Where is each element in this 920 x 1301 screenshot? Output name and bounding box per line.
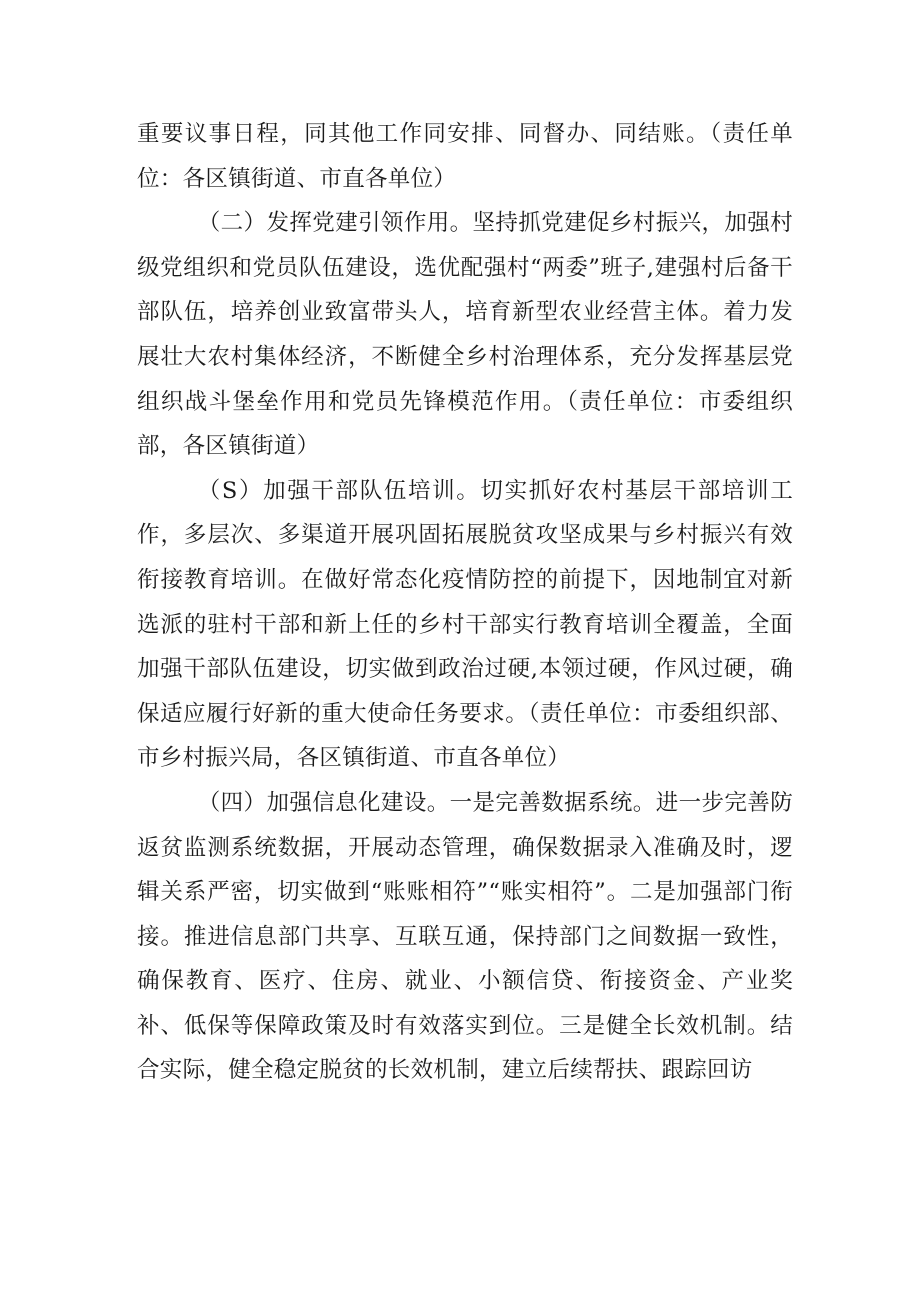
paragraph-continuation: 重要议事日程，同其他工作同安排、同督办、同结账。（责任单位：各区镇街道、市直各单位） [137, 121, 793, 192]
document-body [137, 112, 793, 1093]
paragraph-section-4: （四）加强信息化建设。一是完善数据系统。进一步完善防返贫监测系统数据，开展动态管理，确保数据录入准确及时，逻辑关系严密，切实做到“账账相符”“账实相符”。二是加强部门衔接。推进信息部门共享、互联互通，保持部门之间数据一致性，确保教育、医疗、住房、就业、小额信贷、衔接资金、产业奖补、低保等保障政策及时有效落实到位。三是健全长效机制。结合实际，健全稳定脱贫的长效机制，建立后续帮扶、跟踪回访 [137, 789, 793, 1084]
paragraph-section-2: （二）发挥党建引领作用。坚持抓党建促乡村振兴，加强村级党组织和党员队伍建设，选优配强村“两委”班子,建强村后备干部队伍，培养创业致富带头人，培育新型农业经营主体。着力发展壮大农村集体经济，不断健全乡村治理体系，充分发挥基层党组织战斗堡垒作用和党员先锋模范作用。（责任单位：市委组织部，各区镇街道） [137, 210, 793, 460]
paragraph-section-3: （S）加强干部队伍培训。切实抓好农村基层干部培训工作，多层次、多渠道开展巩固拓展脱贫攻坚成果与乡村振兴有效衔接教育培训。在做好常态化疫情防控的前提下，因地制宜对新选派的驻村干部和新上任的乡村干部实行教育培训全覆盖，全面加强干部队伍建设，切实做到政治过硬,本领过硬，作风过硬，确保适应履行好新的重大使命任务要求。（责任单位：市委组织部、市乡村振兴局，各区镇街道、市直各单位） [137, 477, 793, 772]
